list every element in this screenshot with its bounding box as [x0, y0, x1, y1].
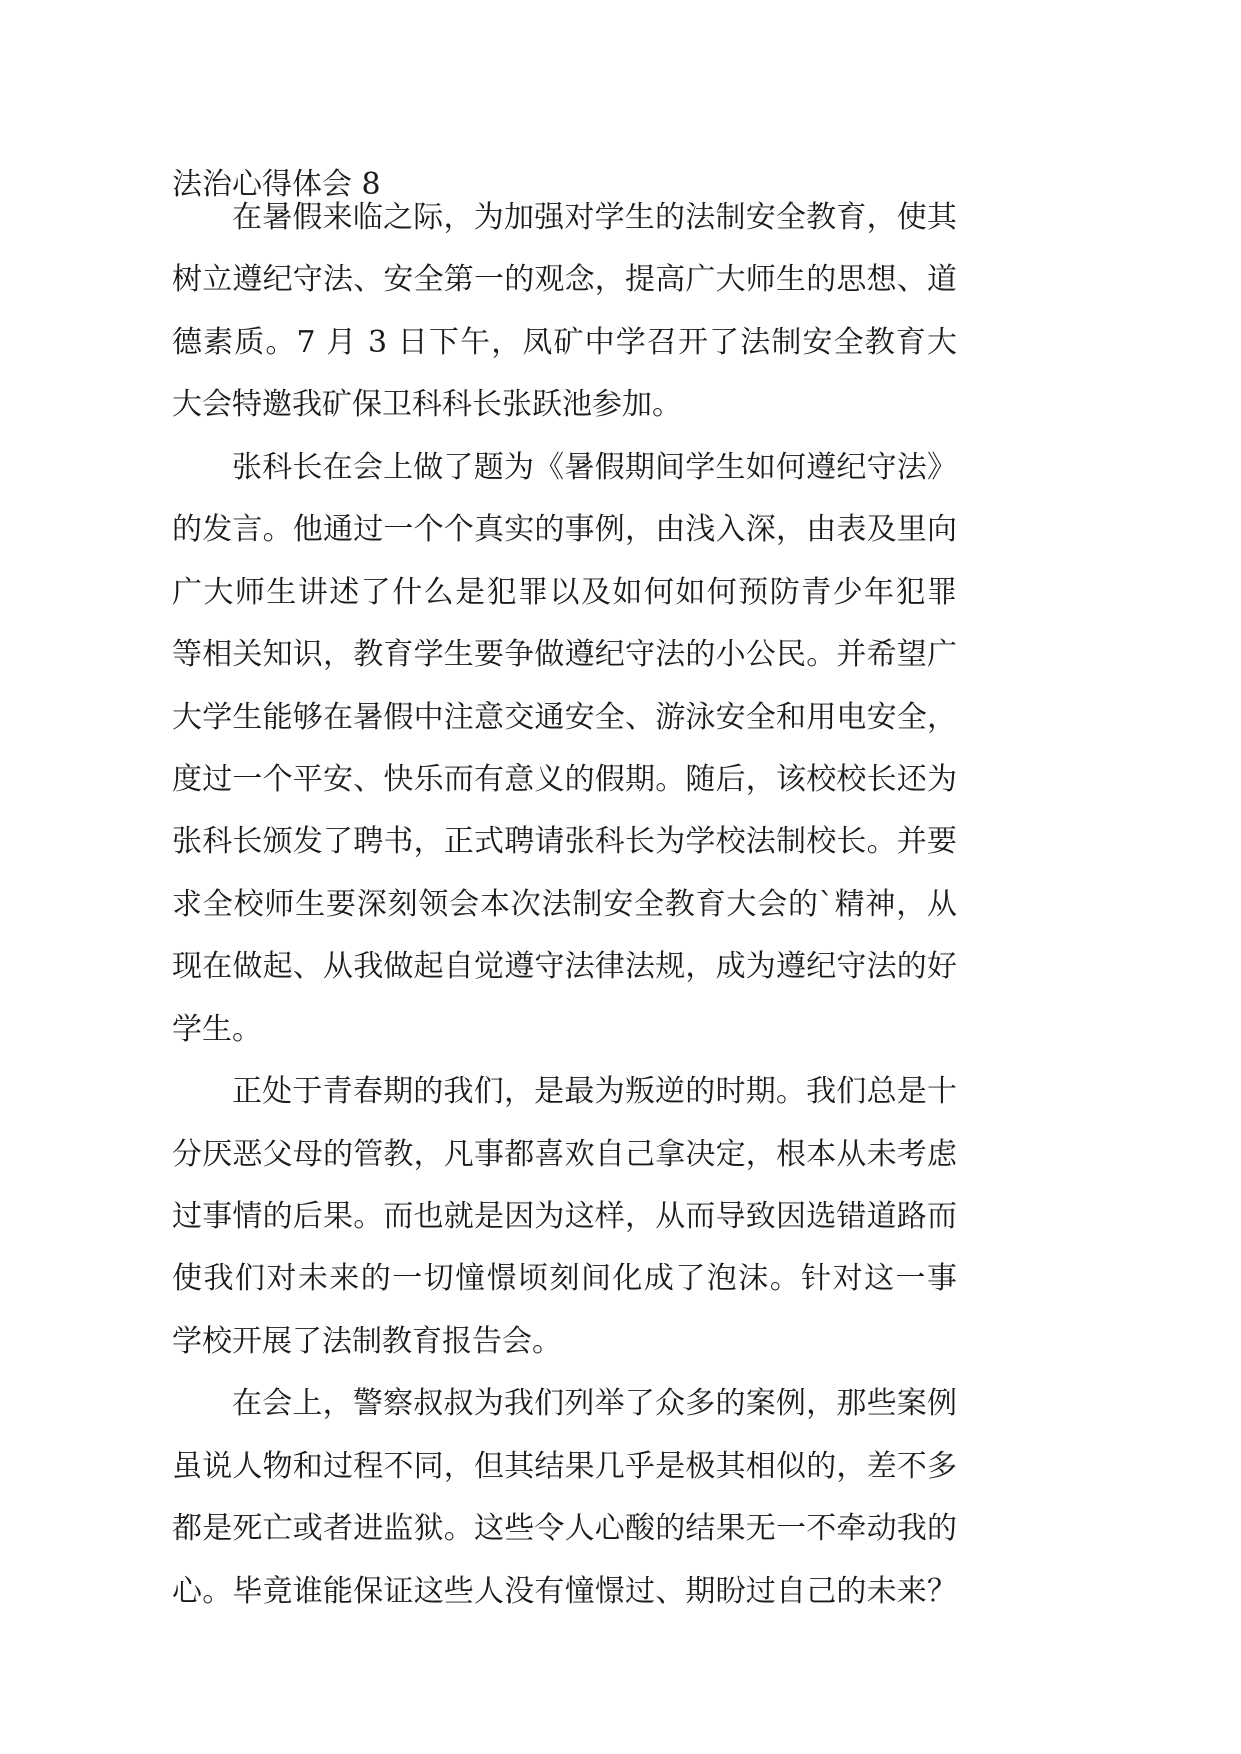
document-title: 法治心得体会 8: [172, 167, 381, 202]
paragraph-line: 学校开展了法制教育报告会。: [172, 1323, 562, 1359]
paragraph-line: 虽说人物和过程不同，但其结果几乎是极其相似的，差不多: [172, 1448, 957, 1484]
paragraph-line: 德素质。7 月 3 日下午，凤矿中学召开了法制安全教育大: [172, 324, 957, 360]
paragraph-3: [172, 1061, 957, 1373]
paragraph-line: 在会上，警察叔叔为我们列举了众多的案例，那些案例: [232, 1386, 957, 1422]
paragraph-line: 的发言。他通过一个个真实的事例，由浅入深，由表及里向: [172, 512, 957, 548]
paragraph-line: 都是死亡或者进监狱。这些令人心酸的结果无一不牵动我的: [172, 1511, 957, 1547]
paragraph-line: 大会特邀我矿保卫科科长张跃池参加。: [172, 387, 682, 423]
paragraph-line: 现在做起、从我做起自觉遵守法律法规，成为遵纪守法的好: [172, 949, 957, 985]
paragraph-1: [172, 187, 957, 437]
paragraph-line: 正处于青春期的我们，是最为叛逆的时期。我们总是十: [232, 1074, 957, 1110]
paragraph-line: 大学生能够在暑假中注意交通安全、游泳安全和用电安全，: [172, 699, 957, 735]
paragraph-line: 广大师生讲述了什么是犯罪以及如何如何预防青少年犯罪: [172, 574, 957, 610]
paragraph-2: [172, 437, 957, 1061]
paragraph-line: 在暑假来临之际，为加强对学生的法制安全教育，使其: [232, 200, 957, 235]
paragraph-line: 学生。: [172, 1011, 262, 1047]
paragraph-line: 过事情的后果。而也就是因为这样，从而导致因选错道路而: [172, 1199, 957, 1234]
paragraph-line: 求全校师生要深刻领会本次法制安全教育大会的`精神，从: [172, 886, 957, 922]
paragraph-line: 张科长在会上做了题为《暑假期间学生如何遵纪守法》: [232, 449, 957, 485]
paragraph-4: [172, 1373, 957, 1623]
paragraph-line: 张科长颁发了聘书，正式聘请张科长为学校法制校长。并要: [172, 824, 957, 860]
paragraph-line: 心。毕竟谁能保证这些人没有憧憬过、期盼过自己的未来？: [172, 1573, 957, 1609]
document-body: [172, 187, 957, 1623]
paragraph-line: 度过一个平安、快乐而有意义的假期。随后，该校校长还为: [172, 761, 957, 797]
paragraph-line: 分厌恶父母的管教，凡事都喜欢自己拿决定，根本从未考虑: [172, 1136, 957, 1172]
paragraph-line: 等相关知识，教育学生要争做遵纪守法的小公民。并希望广: [172, 637, 957, 673]
paragraph-line: 树立遵纪守法、安全第一的观念，提高广大师生的思想、道: [172, 262, 957, 298]
paragraph-line: 使我们对未来的一切憧憬顷刻间化成了泡沫。针对这一事: [172, 1261, 957, 1297]
